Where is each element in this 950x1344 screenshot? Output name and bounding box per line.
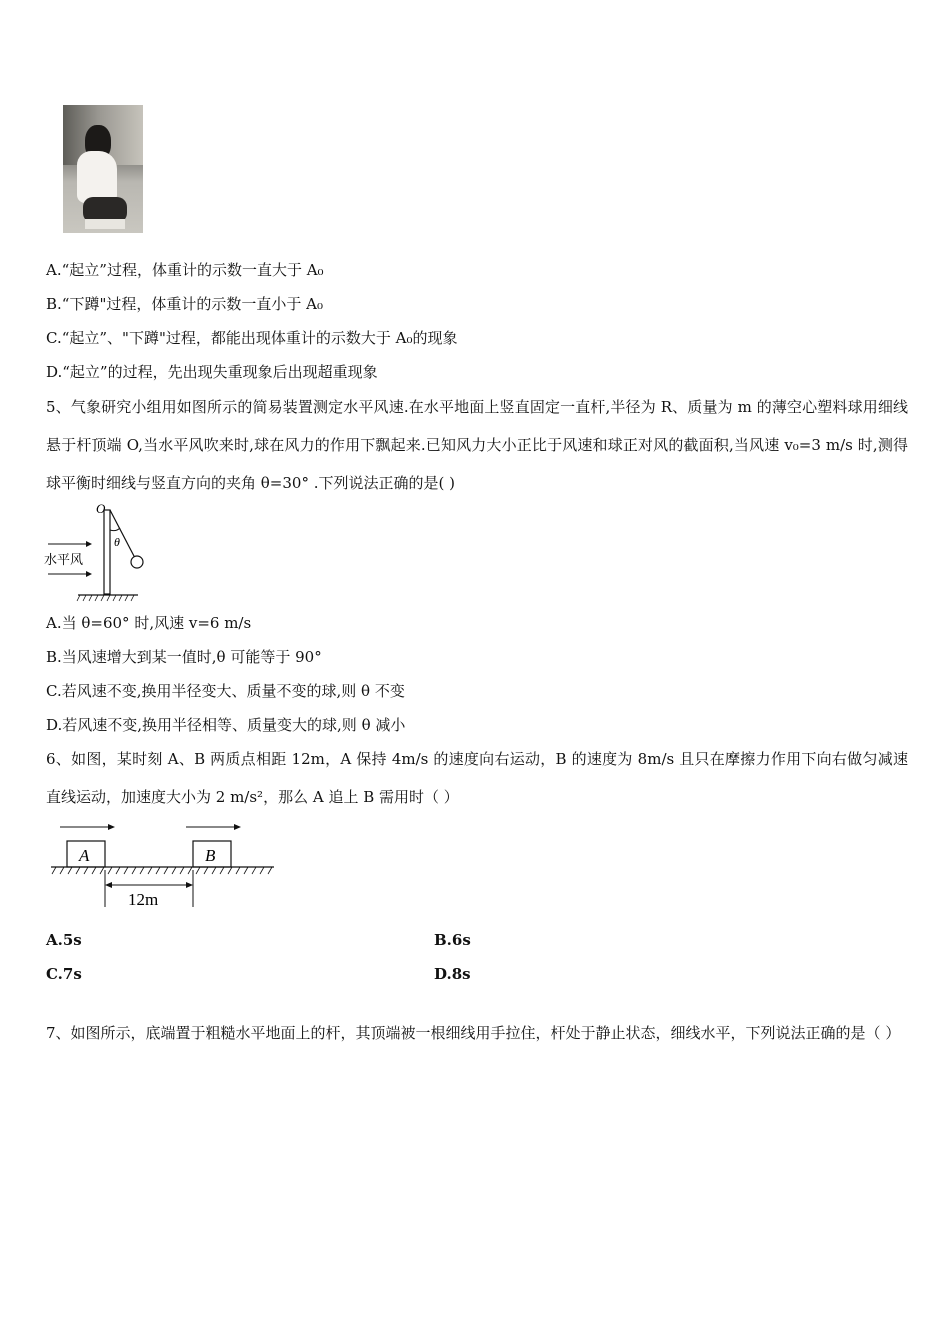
q4-option-b: B.“下蹲"过程，体重计的示数一直小于 A₀ bbox=[46, 295, 323, 313]
q5-option-b: B.当风速增大到某一值时,θ 可能等于 90° bbox=[46, 648, 322, 666]
q6-option-d: D.8s bbox=[434, 965, 471, 983]
point-o-label: O bbox=[96, 501, 106, 516]
q5-option-c: C.若风速不变,换用半径变大、质量不变的球,则 θ 不变 bbox=[46, 682, 405, 700]
wind-ball-figure bbox=[40, 500, 150, 605]
q4-option-d: D.“起立”的过程，先出现失重现象后出现超重现象 bbox=[46, 363, 378, 381]
q7-stem: 7、如图所示，底端置于粗糙水平地面上的杆，其顶端被一根细线用手拉住，杆处于静止状态，细线水平，下列说法正确的是（ ） bbox=[46, 1024, 901, 1042]
blocks-figure bbox=[46, 815, 281, 915]
q6-stem: 6、如图，某时刻 A、B 两质点相距 12m，A 保持 4m/s 的速度向右运动，B 的速度为 8m/s 且只在摩擦力作用下向右做匀减速直线运动，加速度大小为 2 m/s²，那么 A 追上 B 需用时（ ） bbox=[46, 750, 908, 806]
wind-label: 水平风 bbox=[44, 553, 84, 568]
q6-option-c: C.7s bbox=[46, 965, 82, 983]
squatting-person-photo bbox=[63, 105, 143, 233]
q6-option-a: A.5s bbox=[46, 931, 82, 949]
block-a-label: A bbox=[79, 846, 90, 865]
q6-option-b: B.6s bbox=[434, 931, 471, 949]
angle-theta-label: θ bbox=[114, 535, 120, 549]
block-b-label: B bbox=[205, 846, 216, 865]
q5-option-d: D.若风速不变,换用半径相等、质量变大的球,则 θ 减小 bbox=[46, 716, 406, 734]
q5-option-a: A.当 θ=60° 时,风速 v=6 m/s bbox=[46, 614, 252, 632]
distance-label: 12m bbox=[128, 890, 159, 909]
q4-option-a: A.“起立”过程，体重计的示数一直大于 A₀ bbox=[46, 261, 324, 279]
q4-option-c: C.“起立”、"下蹲"过程，都能出现体重计的示数大于 A₀的现象 bbox=[46, 329, 458, 347]
q5-stem: 5、气象研究小组用如图所示的简易装置测定水平风速.在水平地面上竖直固定一直杆,半径为 R、质量为 m 的薄空心塑料球用细线悬于杆顶端 O,当水平风吹来时,球在风力的作用下飘起来.已知风力大小正比于风速和球正对风的截面积,当风速 v₀=3 m/s 时,测得球平衡时细线与竖直方向的夹角 θ=30° .下列说法正确的是( ) bbox=[46, 398, 908, 492]
